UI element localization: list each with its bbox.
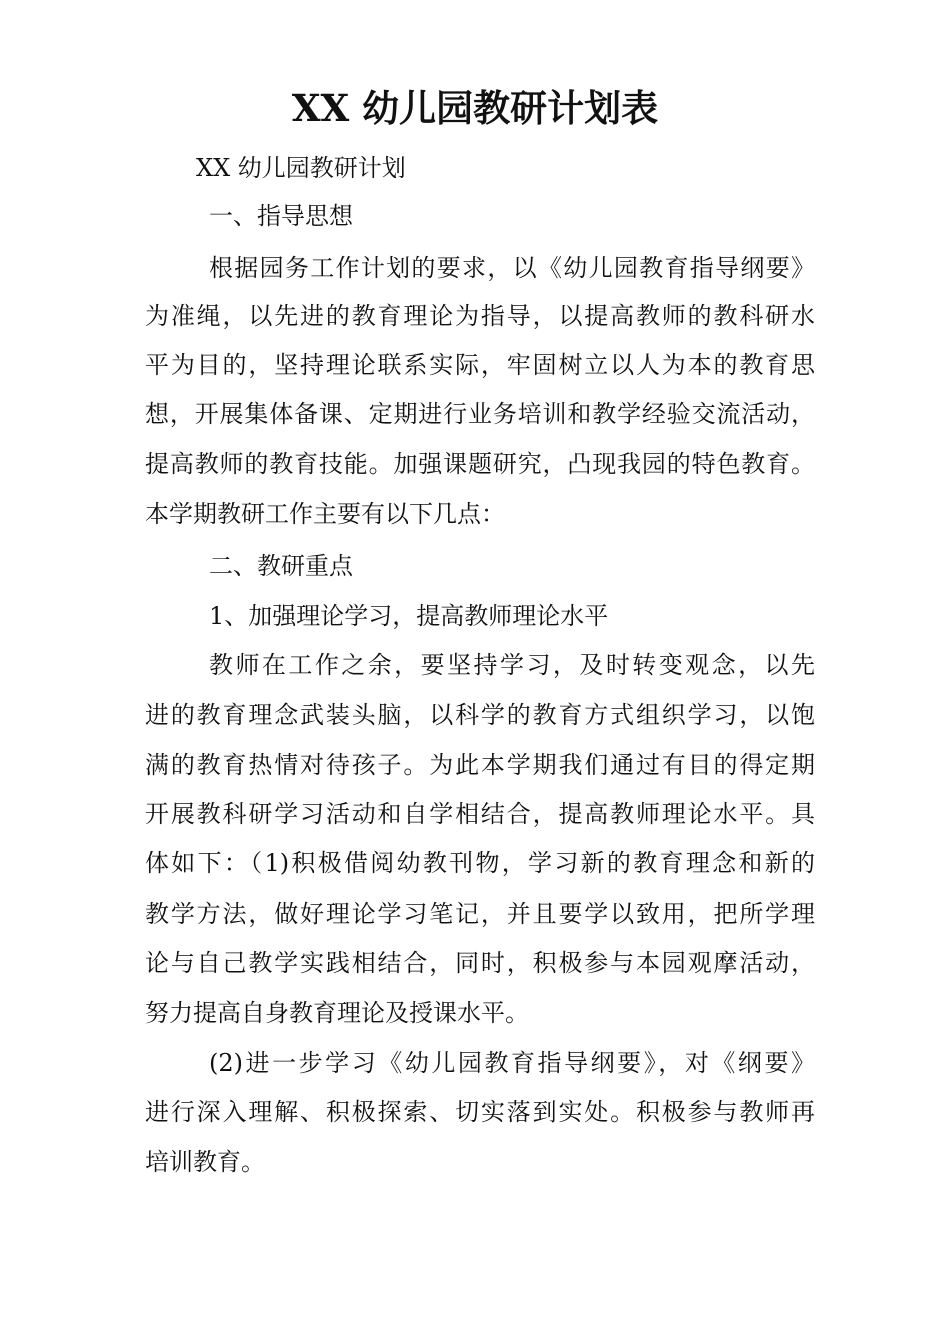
paragraph-line: 教师在工作之余，要坚持学习，及时转变观念，以先: [209, 651, 815, 679]
paragraph-line: 进行深入理解、积极探索、切实落到实处。积极参与教师再: [145, 1098, 815, 1126]
subsection-heading: 1、加强理论学习，提高教师理论水平: [209, 602, 609, 630]
paragraph-line: 论与自己教学实践相结合，同时，积极参与本园观摩活动，: [145, 949, 815, 977]
paragraph-line: 开展教科研学习活动和自学相结合，提高教师理论水平。具: [145, 800, 815, 828]
paragraph-line: 本学期教研工作主要有以下几点：: [145, 500, 505, 528]
document-title: XX 幼儿园教研计划表: [291, 86, 659, 130]
paragraph-line: 进的教育理念武装头脑，以科学的教育方式组织学习，以饱: [145, 701, 815, 729]
paragraph-line: 满的教育热情对待孩子。为此本学期我们通过有目的得定期: [145, 751, 815, 779]
paragraph-line: (2)进一步学习《幼儿园教育指导纲要》，对《纲要》: [209, 1049, 815, 1077]
document-subtitle: XX 幼儿园教研计划: [196, 154, 406, 182]
paragraph-line: 想，开展集体备课、定期进行业务培训和教学经验交流活动，: [145, 400, 815, 428]
paragraph-line: 根据园务工作计划的要求，以《幼儿园教育指导纲要》: [209, 254, 815, 282]
paragraph-line: 培训教育。: [145, 1148, 265, 1176]
paragraph-line: 体如下：（1)积极借阅幼教刊物，学习新的教育理念和新的: [145, 849, 815, 877]
paragraph-line: 平为目的，坚持理论联系实际，牢固树立以人为本的教育思: [145, 351, 815, 379]
paragraph-line: 为准绳，以先进的教育理论为指导，以提高教师的教科研水: [145, 302, 815, 330]
paragraph-line: 提高教师的教育技能。加强课题研究，凸现我园的特色教育。: [145, 450, 815, 478]
section-heading-guiding-ideology: 一、指导思想: [209, 202, 353, 230]
section-heading-research-focus: 二、教研重点: [209, 552, 353, 580]
paragraph-line: 努力提高自身教育理论及授课水平。: [145, 999, 529, 1027]
paragraph-line: 教学方法，做好理论学习笔记，并且要学以致用，把所学理: [145, 900, 815, 928]
